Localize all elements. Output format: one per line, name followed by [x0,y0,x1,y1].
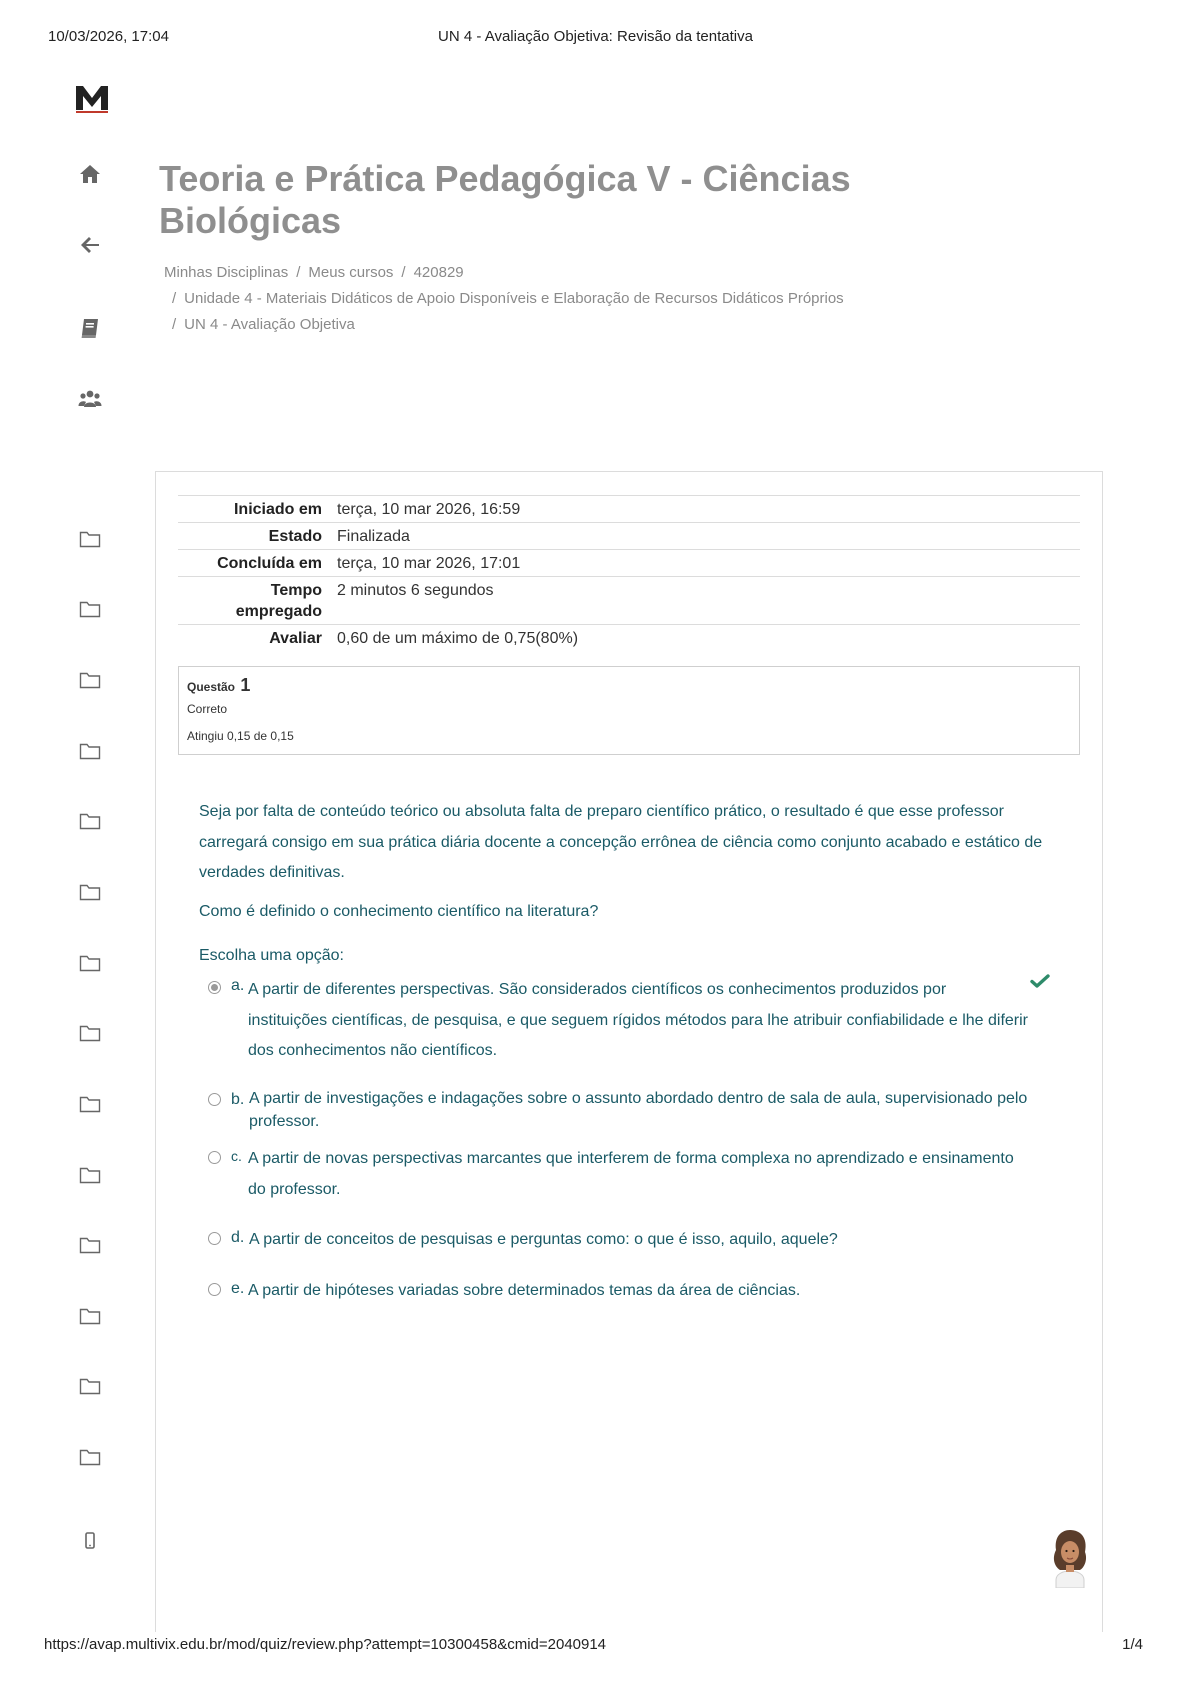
question-statement: Seja por falta de conteúdo teórico ou absoluta falta de preparo científico prático, o resultado é que esse professor carregará consigo em sua prática diária docente a concepção errônea de ciência como conjunto acabado e estático de verdades definitivas. [199,803,1043,881]
summary-label: Iniciado em [233,501,322,518]
summary-row [178,523,1080,550]
assistant-avatar[interactable] [1048,1528,1092,1588]
answer-radio[interactable] [208,1093,221,1106]
folder-icon[interactable] [78,668,102,692]
breadcrumb-separator: / [296,264,301,281]
folder-icon[interactable] [78,597,102,621]
folder-icon[interactable] [78,739,102,763]
book-icon[interactable] [78,316,102,340]
question-grade: Atingiu 0,15 de 0,15 [187,729,294,743]
breadcrumb-separator: / [172,290,177,307]
summary-value: 2 minutos 6 segundos [337,582,494,599]
summary-row [178,577,1080,625]
folder-icon[interactable] [78,1445,102,1469]
answer-letter: d. [231,1229,245,1246]
users-icon[interactable] [78,386,102,410]
folder-icon[interactable] [78,809,102,833]
question-number-value: 1 [240,675,251,695]
answer-text: A partir de conceitos de pesquisas e perguntas como: o que é isso, aquilo, aquele? [249,1231,838,1248]
question-text [199,797,1069,935]
answer-text: A partir de investigações e indagações sobre o assunto abordado dentro de sala de aula, supervisionado pelo professor. [249,1090,1028,1130]
summary-value: 0,60 de um máximo de 0,75(80%) [337,630,579,647]
answer-letter: e. [231,1280,245,1297]
folder-icon[interactable] [78,1233,102,1257]
breadcrumb-item-course-id[interactable]: 420829 [413,264,464,281]
breadcrumb-item-disciplinas[interactable]: Minhas Disciplinas [164,264,289,281]
breadcrumb [164,260,984,338]
summary-label: Estado [268,528,322,545]
folder-icon[interactable] [78,1021,102,1045]
question-info-box [178,666,1080,755]
folder-icon[interactable] [78,951,102,975]
breadcrumb-separator: / [172,316,177,333]
answer-letter: b. [231,1091,245,1108]
answer-radio[interactable] [208,981,221,994]
course-title: Teoria e Prática Pedagógica V - Ciências Biológicas [159,158,851,241]
correct-check-icon [1030,973,1050,989]
summary-row [178,625,1080,652]
print-header [48,28,1143,48]
breadcrumb-item-avaliacao[interactable]: UN 4 - Avaliação Objetiva [184,316,355,333]
summary-row [178,550,1080,577]
home-icon[interactable] [78,162,102,186]
question-label: Questão [187,680,236,694]
print-date: 10/03/2026, 17:04 [48,28,169,45]
breadcrumb-separator: / [401,264,406,281]
answer-letter: c. [231,1148,242,1164]
summary-label: Tempo empregado [235,582,322,620]
print-page-count: 1/4 [1122,1636,1143,1653]
summary-row [178,496,1080,523]
summary-label: Concluída em [217,555,322,572]
print-title: UN 4 - Avaliação Objetiva: Revisão da tentativa [438,28,753,45]
breadcrumb-item-cursos[interactable]: Meus cursos [308,264,394,281]
folder-icon[interactable] [78,880,102,904]
answer-text: A partir de hipóteses variadas sobre determinados temas da área de ciências. [248,1282,801,1299]
answer-text: A partir de novas perspectivas marcantes que interferem de forma complexa no aprendizado e ensinamento do professor. [248,1150,1014,1198]
breadcrumb-item-unidade[interactable]: Unidade 4 - Materiais Didáticos de Apoio Disponíveis e Elaboração de Recursos Didáticos Próprios [184,290,844,307]
question-number [187,675,250,696]
summary-value: terça, 10 mar 2026, 16:59 [337,501,521,518]
choose-option-label: Escolha uma opção: [199,947,344,964]
folder-icon[interactable] [78,527,102,551]
answer-letter: a. [231,977,245,994]
folder-icon[interactable] [78,1374,102,1398]
back-arrow-icon[interactable] [78,233,102,257]
attempt-summary-table [178,495,1080,651]
folder-icon[interactable] [78,1092,102,1116]
summary-label: Avaliar [269,630,322,647]
summary-value: terça, 10 mar 2026, 17:01 [337,555,521,572]
print-url: https://avap.multivix.edu.br/mod/quiz/review.php?attempt=10300458&cmid=2040914 [44,1636,607,1653]
multivix-logo[interactable] [74,80,110,116]
answer-text: A partir de diferentes perspectivas. São considerados científicos os conhecimentos produzidos por instituições científicas, de pesquisa, e que seguem rígidos métodos para lhe atribuir confiabilidade e lhe diferir dos conhecimentos não científicos. [248,981,1028,1059]
summary-value: Finalizada [337,528,410,545]
print-footer [44,1636,1143,1656]
mobile-icon[interactable] [78,1529,102,1553]
folder-icon[interactable] [78,1163,102,1187]
question-prompt: Como é definido o conhecimento científico na literatura? [199,902,599,920]
answer-radio[interactable] [208,1232,221,1245]
folder-icon[interactable] [78,1304,102,1328]
answer-radio[interactable] [208,1151,221,1164]
answer-radio[interactable] [208,1283,221,1296]
question-state: Correto [187,702,228,716]
